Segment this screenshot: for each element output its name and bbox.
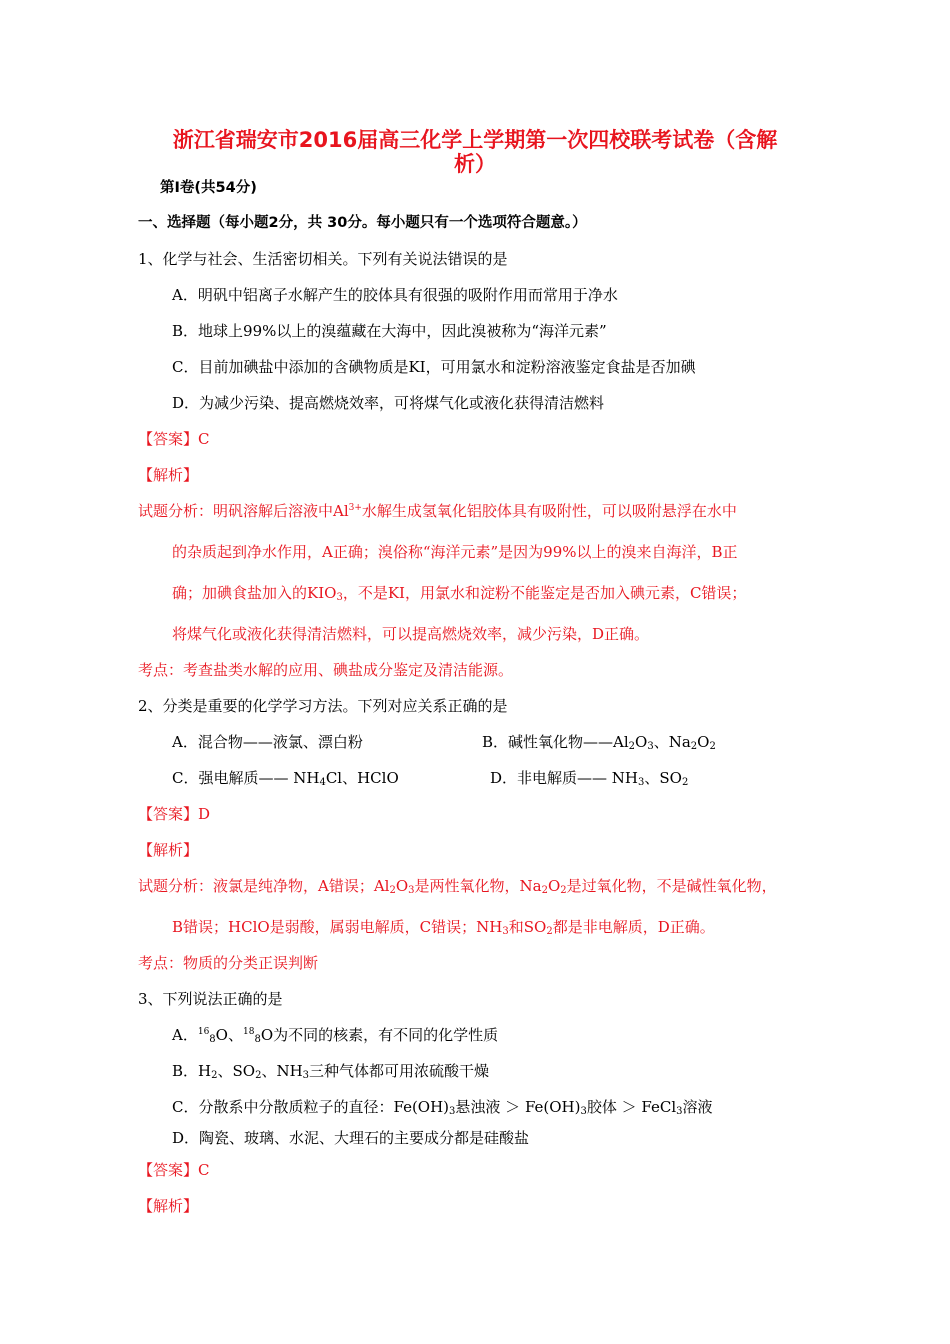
- question-1-option-a: A．明矾中铝离子水解产生的胶体具有很强的吸附作用而常用于净水: [172, 286, 618, 304]
- question-2-option-c: C．强电解质—— $NH_4Cl$、HClO: [172, 769, 399, 788]
- volume-heading: 第Ⅰ卷(共54分): [160, 180, 257, 196]
- question-2-option-d: D．非电解质—— $NH_3$、$SO_2$: [490, 769, 689, 788]
- question-2-kaodian: 考点：物质的分类正误判断: [138, 954, 319, 972]
- question-1-option-c: C．目前加碘盐中添加的含碘物质是KI，可用氯水和淀粉溶液鉴定食盐是否加碘: [172, 358, 696, 376]
- question-2-analysis-line-1: 试题分析：液氯是纯净物，A错误；$Al_2O_3$是两性氧化物，$Na_2O_2$是过氧化物，不是碱性氧化物，: [138, 877, 777, 896]
- question-1-kaodian: 考点：考查盐类水解的应用、碘盐成分鉴定及清洁能源。: [138, 661, 514, 679]
- question-1-stem: 1、化学与社会、生活密切相关。下列有关说法错误的是: [138, 250, 508, 268]
- question-1-jiexi-label: 【解析】: [138, 466, 199, 484]
- question-1-answer: 【答案】C: [138, 430, 210, 448]
- question-3-stem: 3、下列说法正确的是: [138, 990, 283, 1008]
- question-1-analysis-line-1: 试题分析：明矾溶解后溶液中$Al^{3+}$水解生成氢氧化铝胶体具有吸附性，可以吸附悬浮在水中: [138, 502, 737, 520]
- question-3-option-a: A．$^{16}_8$O、$^{18}_8$O为不同的核素，有不同的化学性质: [172, 1026, 499, 1045]
- question-3-option-b: B．$H_2$、$SO_2$、$NH_3$三种气体都可用浓硫酸干燥: [172, 1062, 490, 1081]
- question-3-option-d: D．陶瓷、玻璃、水泥、大理石的主要成分都是硅酸盐: [172, 1129, 530, 1147]
- question-2-option-b: B．碱性氧化物$——Al_2O_3$、$Na_2O_2$: [482, 733, 716, 752]
- document-title-line-1: 浙江省瑞安市2016届高三化学上学期第一次四校联考试卷（含解: [172, 128, 778, 152]
- section-heading: 一、选择题（每小题2分，共 30分。每小题只有一个选项符合题意。）: [138, 215, 587, 231]
- question-2-jiexi-label: 【解析】: [138, 841, 199, 859]
- question-2-analysis-line-2: B错误；HClO是弱酸，属弱电解质，C错误；$NH_3$和$SO_2$都是非电解质，D正确。: [172, 918, 715, 937]
- question-1-analysis-line-2: 的杂质起到净水作用，A正确；溴俗称“海洋元素”是因为99%以上的溴来自海洋，B正: [172, 543, 738, 561]
- question-2-stem: 2、分类是重要的化学学习方法。下列对应关系正确的是: [138, 697, 508, 715]
- question-3-answer: 【答案】C: [138, 1161, 210, 1179]
- question-2-answer: 【答案】D: [138, 805, 211, 823]
- question-1-analysis-line-4: 将煤气化或液化获得清洁燃料，可以提高燃烧效率，减少污染，D正确。: [172, 625, 650, 643]
- question-3-option-c: C．分散系中分散质粒子的直径：$Fe(OH)_3$悬浊液 ＞ $Fe(OH)_3$胶体 ＞ FeCl$_3$溶液: [172, 1098, 713, 1117]
- document-title-line-2: 析）: [454, 152, 496, 176]
- question-1-option-d: D．为减少污染、提高燃烧效率，可将煤气化或液化获得清洁燃料: [172, 394, 605, 412]
- question-2-option-a: A．混合物——液氯、漂白粉: [172, 733, 363, 751]
- question-1-analysis-line-3: 确；加碘食盐加入的$KIO_3$，不是KI，用氯水和淀粉不能鉴定是否加入碘元素，C错误；: [172, 584, 747, 603]
- question-3-jiexi-label: 【解析】: [138, 1197, 199, 1215]
- question-1-option-b: B．地球上99%以上的溴蕴藏在大海中，因此溴被称为“海洋元素”: [172, 322, 607, 340]
